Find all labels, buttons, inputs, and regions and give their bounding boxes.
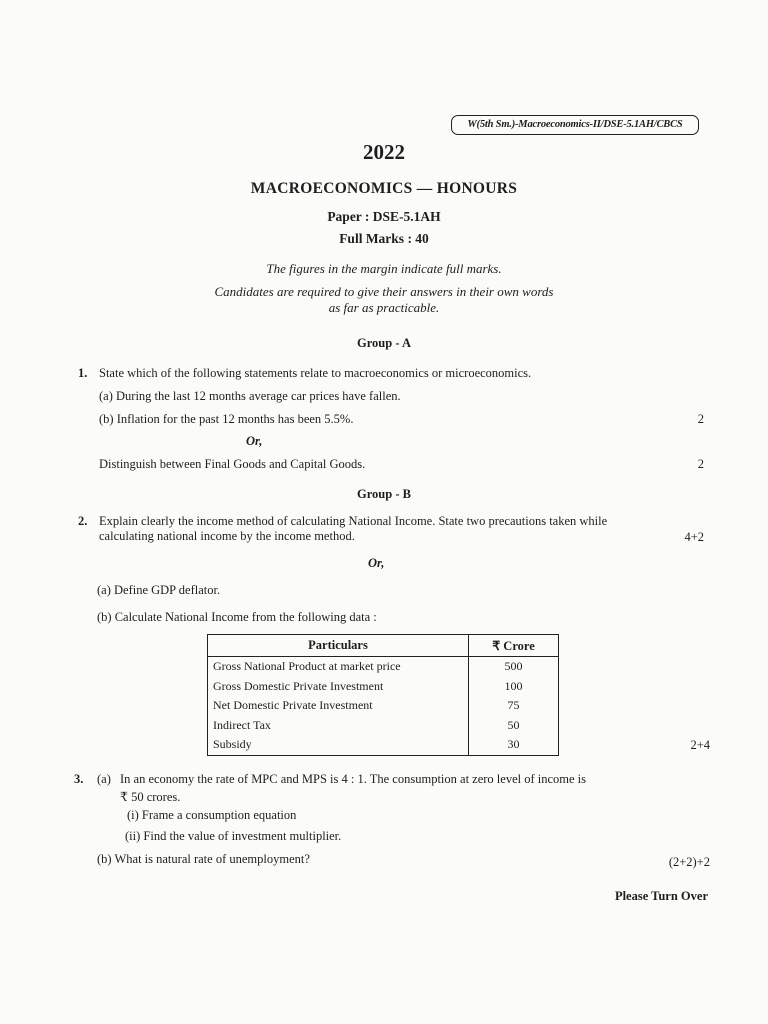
table-cell-particular: Gross National Product at market price [208, 657, 469, 677]
question-3a-line-2: ₹ 50 crores. [120, 790, 181, 804]
table-cell-value: 50 [469, 716, 559, 736]
question-3a-ii: (ii) Find the value of investment multiplier. [125, 829, 342, 843]
table-row [208, 735, 559, 755]
table-cell-particular: Subsidy [208, 735, 469, 755]
question-1a: (a) During the last 12 months average car prices have fallen. [99, 389, 401, 403]
table-cell-value: 75 [469, 696, 559, 716]
question-2-marks: 4+2 [684, 530, 704, 544]
table-cell-particular: Gross Domestic Private Investment [208, 677, 469, 697]
full-marks: Full Marks : 40 [339, 231, 429, 246]
question-1-or: Or, [246, 434, 263, 448]
table-header-crore: ₹ Crore [469, 635, 559, 657]
question-2-line-1: Explain clearly the income method of calculating National Income. State two precautions taken while [99, 514, 608, 528]
instruction-line-2: Candidates are required to give their answers in their own words [214, 284, 554, 299]
question-3-marks: (2+2)+2 [668, 855, 710, 869]
instruction-line-1: The figures in the margin indicate full marks. [266, 261, 502, 276]
table-header-row [208, 635, 559, 657]
table-row [208, 716, 559, 736]
question-1-alternative-marks: 2 [697, 457, 704, 471]
question-3a-label: (a) [97, 772, 111, 786]
question-2-line-2: calculating national income by the income method. [99, 529, 355, 543]
table-row [208, 657, 559, 677]
exam-year: 2022 [363, 140, 405, 164]
question-1-text: State which of the following statements relate to macroeconomics or microeconomics. [99, 366, 532, 380]
question-3b: (b) What is natural rate of unemployment? [97, 852, 310, 866]
question-2b-marks: 2+4 [690, 738, 710, 752]
table-cell-value: 30 [469, 735, 559, 755]
instruction-line-3: as far as practicable. [328, 300, 440, 315]
question-1-number: 1. [78, 366, 88, 380]
subject-title: MACROECONOMICS — HONOURS [250, 180, 518, 197]
table-header-particulars: Particulars [208, 635, 469, 657]
national-income-data-table [207, 634, 559, 756]
please-turn-over: Please Turn Over [614, 889, 708, 903]
table-cell-value: 500 [469, 657, 559, 677]
question-2-number: 2. [78, 514, 88, 528]
table-cell-particular: Indirect Tax [208, 716, 469, 736]
question-1-alternative: Distinguish between Final Goods and Capital Goods. [99, 457, 366, 471]
question-1b: (b) Inflation for the past 12 months has been 5.5%. [99, 412, 354, 426]
question-3a-line-1: In an economy the rate of MPC and MPS is 4 : 1. The consumption at zero level of income is [120, 772, 587, 786]
question-3a-i: (i) Frame a consumption equation [127, 808, 297, 822]
table-cell-particular: Net Domestic Private Investment [208, 696, 469, 716]
question-2-or: Or, [368, 556, 385, 570]
question-2b: (b) Calculate National Income from the following data : [97, 610, 377, 624]
paper-code-line: Paper : DSE-5.1AH [327, 209, 441, 224]
question-3-number: 3. [74, 772, 84, 786]
table-row [208, 677, 559, 697]
group-b-title: Group - B [357, 487, 411, 501]
table-row [208, 696, 559, 716]
paper-code: W(5th Sm.)-Macroeconomics-II/DSE-5.1AH/CBCS [451, 115, 699, 135]
question-2a: (a) Define GDP deflator. [97, 583, 221, 597]
table-cell-value: 100 [469, 677, 559, 697]
question-1b-marks: 2 [697, 412, 704, 426]
group-a-title: Group - A [357, 336, 411, 350]
